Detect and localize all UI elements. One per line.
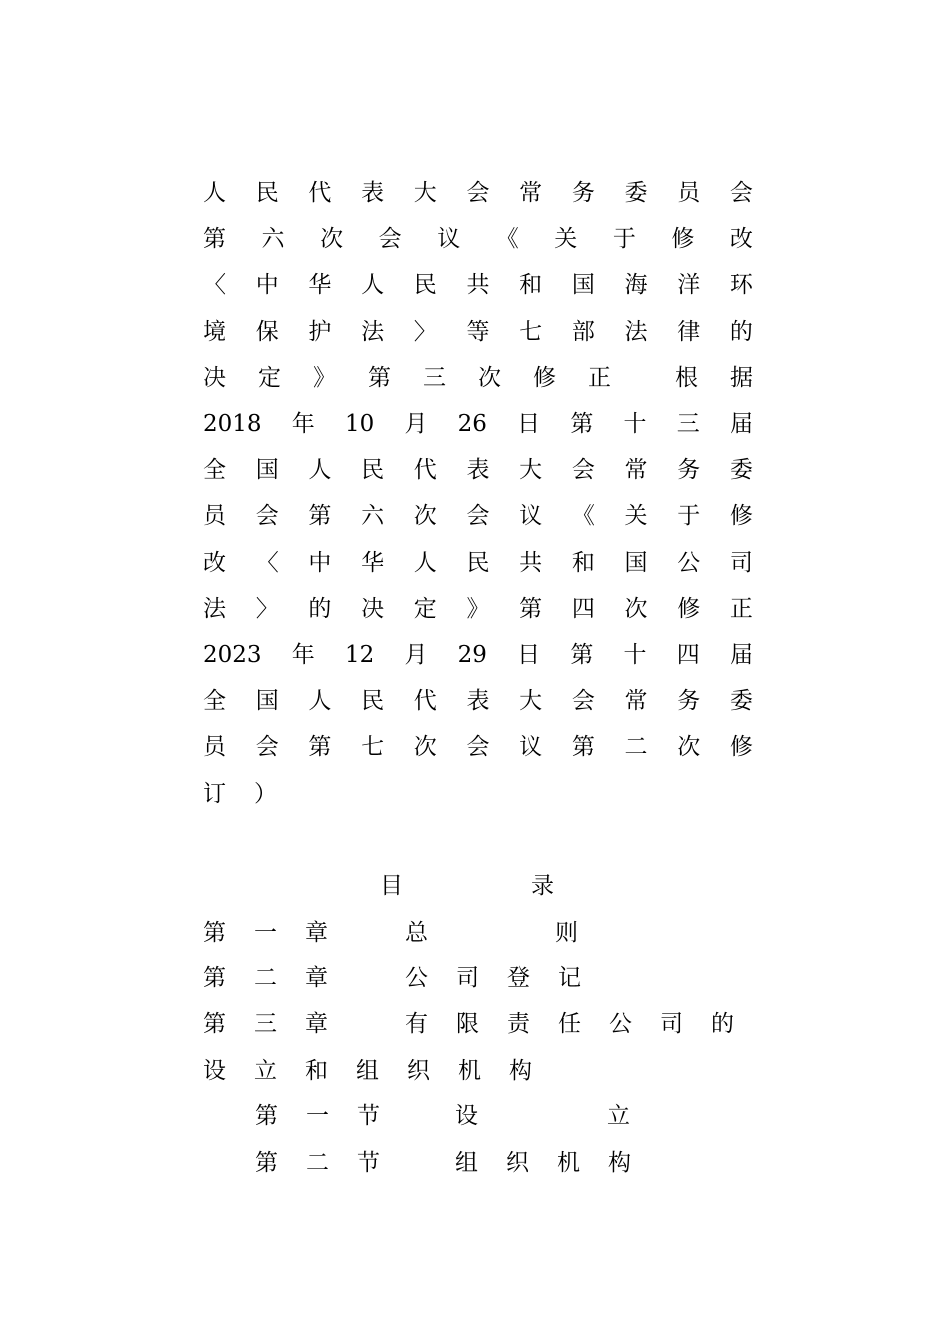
toc-chapter-3-continued[interactable]: 设 立 和 组 织 机 构: [203, 1058, 532, 1084]
body-text-token: 《: [571, 503, 595, 529]
body-text-token: 改: [729, 226, 753, 252]
body-text-token: 》: [313, 365, 336, 391]
body-text-token: 全: [203, 688, 226, 714]
body-line: [203, 501, 753, 531]
body-text-token: 12: [344, 642, 375, 668]
body-text-token: 会: [378, 226, 402, 252]
body-text-token: 决: [361, 596, 385, 622]
body-text-token: 常: [624, 688, 648, 714]
body-text-token: 共: [466, 272, 490, 298]
body-line: [203, 409, 753, 439]
body-text-token: 民: [361, 688, 385, 714]
body-line: [203, 640, 753, 670]
body-text-token: 六: [361, 503, 385, 529]
body-text-token: 29: [457, 642, 487, 668]
body-text-token: 月: [404, 642, 428, 668]
body-text-token: 〈: [255, 550, 279, 576]
body-text-token: 员: [677, 180, 701, 206]
body-text-token: 年: [291, 411, 315, 437]
body-text-token: 日: [517, 642, 541, 668]
body-text-token: 共: [519, 550, 543, 576]
body-text-token: 议: [519, 503, 543, 529]
body-text-token: 等: [466, 319, 490, 345]
body-text-token: 人: [308, 457, 332, 483]
body-line: [203, 548, 753, 578]
body-text-token: 委: [729, 457, 753, 483]
body-text-token: 六: [261, 226, 285, 252]
body-text-token: 四: [676, 642, 700, 668]
body-text-token: 环: [729, 272, 753, 298]
body-text-token: 于: [677, 503, 701, 529]
body-text-token: 会: [255, 734, 279, 760]
body-text-token: 法: [624, 319, 648, 345]
body-text-token: 法: [361, 319, 385, 345]
body-text-token: 全: [203, 457, 226, 483]
body-text-token: 三: [676, 411, 700, 437]
body-text-token: 七: [361, 734, 385, 760]
body-text-token: 国: [571, 272, 595, 298]
body-text-token: 和: [571, 550, 595, 576]
body-text-token: 会: [466, 734, 490, 760]
body-text-token: 表: [466, 457, 490, 483]
body-text-token: 十: [623, 411, 647, 437]
body-text-token: 第: [368, 365, 391, 391]
body-text-token: 大: [519, 457, 543, 483]
body-text-token: 次: [413, 734, 437, 760]
body-text-token: 和: [519, 272, 543, 298]
body-text-token: 次: [677, 734, 701, 760]
body-text-token: 〉: [255, 596, 279, 622]
body-text-token: 第: [308, 734, 332, 760]
body-text-token: 部: [571, 319, 595, 345]
body-text-token: 二: [624, 734, 648, 760]
body-line: [203, 178, 753, 208]
body-line: [203, 270, 753, 300]
body-text-token: 定: [413, 596, 437, 622]
body-text-token: 国: [255, 688, 279, 714]
body-text-token: 2023: [203, 642, 262, 668]
body-text-token: 民: [466, 550, 490, 576]
body-text-token: 》: [466, 596, 490, 622]
body-text-token: 第: [570, 411, 594, 437]
body-text-token: 会: [466, 180, 490, 206]
body-text-token: 人: [361, 272, 385, 298]
toc-section-1[interactable]: 第 一 节 设 立: [255, 1103, 630, 1129]
body-text-token: 的: [308, 596, 332, 622]
body-text-token: 会: [571, 688, 595, 714]
body-line: [203, 732, 753, 762]
body-text-token: 议: [519, 734, 543, 760]
body-text-token: 第: [203, 226, 226, 252]
body-text-token: 正: [588, 365, 611, 391]
body-line: [203, 363, 753, 393]
body-text-token: 关: [624, 503, 648, 529]
body-text-token: 人: [308, 688, 332, 714]
body-text-token: 决: [203, 365, 226, 391]
body-text-token: 修: [729, 734, 753, 760]
body-text-token: 表: [361, 180, 385, 206]
body-text-token: 第: [570, 642, 594, 668]
toc-title: 目 录: [380, 873, 554, 899]
body-text-token: 人: [413, 550, 437, 576]
body-text-token: 代: [413, 688, 437, 714]
body-text-token: 第: [519, 596, 543, 622]
body-text-token: 保: [255, 319, 279, 345]
body-text-token: 中: [255, 272, 279, 298]
body-text-token: 海: [624, 272, 648, 298]
body-text-token: 修: [671, 226, 695, 252]
body-text-token: 届: [729, 642, 753, 668]
body-text-token: 司: [729, 550, 753, 576]
body-text-token: 《: [495, 226, 519, 252]
toc-chapter-2[interactable]: 第 二 章 公 司 登 记: [203, 965, 581, 991]
body-text-token: 国: [255, 457, 279, 483]
body-text-token: 正: [729, 596, 753, 622]
body-line: [203, 224, 753, 254]
body-text-token: 第: [308, 503, 332, 529]
body-text-token: 务: [571, 180, 595, 206]
body-text-token: 关: [554, 226, 578, 252]
body-text-token: 定: [258, 365, 281, 391]
body-text-token: 常: [624, 457, 648, 483]
body-text-token: 委: [624, 180, 648, 206]
body-text-token: 员: [203, 734, 226, 760]
body-text-token: 〉: [413, 319, 437, 345]
body-text-token: 代: [308, 180, 332, 206]
body-last-line: 订 ）: [203, 781, 277, 807]
body-text-token: 届: [729, 411, 753, 437]
body-text-token: 会: [571, 457, 595, 483]
body-text-token: 议: [437, 226, 461, 252]
body-text-token: 次: [413, 503, 437, 529]
body-text-token: 民: [255, 180, 279, 206]
toc-chapter-3[interactable]: 第 三 章 有 限 责 任 公 司 的: [203, 1011, 734, 1037]
body-text-token: 次: [320, 226, 344, 252]
toc-chapter-1[interactable]: 第 一 章 总 则: [203, 920, 578, 946]
body-text-token: 公: [677, 550, 701, 576]
body-text-token: 于: [612, 226, 636, 252]
body-text-token: 年: [291, 642, 315, 668]
body-text-token: 七: [519, 319, 543, 345]
body-text-token: 大: [519, 688, 543, 714]
body-text-token: 务: [677, 457, 701, 483]
body-text-token: 委: [729, 688, 753, 714]
body-text-token: 华: [361, 550, 385, 576]
body-text-token: 务: [677, 688, 701, 714]
body-text-token: 员: [203, 503, 226, 529]
body-line: [203, 455, 753, 485]
body-line: [203, 594, 753, 624]
body-text-token: 第: [571, 734, 595, 760]
body-text-token: 改: [203, 550, 226, 576]
body-text-token: 洋: [677, 272, 701, 298]
body-text-token: 次: [624, 596, 648, 622]
body-text-token: 表: [466, 688, 490, 714]
body-text-token: 境: [203, 319, 226, 345]
body-text-token: 人: [203, 180, 226, 206]
body-text-token: 四: [571, 596, 595, 622]
body-text-token: 会: [729, 180, 753, 206]
body-text-token: 常: [519, 180, 543, 206]
body-text-token: 2018: [203, 411, 262, 437]
body-line: [203, 317, 753, 347]
body-text-token: 〈: [203, 272, 226, 298]
body-text-token: 26: [457, 411, 487, 437]
body-text-token: 修: [729, 503, 753, 529]
body-text-token: 次: [478, 365, 501, 391]
body-text-token: 据: [730, 365, 753, 391]
body-text-token: 修: [677, 596, 701, 622]
body-text-token: 律: [677, 319, 701, 345]
body-line: [203, 686, 753, 716]
body-text-token: 华: [308, 272, 332, 298]
body-text-token: 法: [203, 596, 226, 622]
body-text-token: 民: [413, 272, 437, 298]
body-text-token: 大: [413, 180, 437, 206]
body-text-token: 护: [308, 319, 332, 345]
body-text-token: 民: [361, 457, 385, 483]
body-text-token: 日: [517, 411, 541, 437]
body-text-token: 代: [413, 457, 437, 483]
body-text-token: 中: [308, 550, 332, 576]
body-text-token: 月: [404, 411, 428, 437]
body-text-token: 会: [255, 503, 279, 529]
body-text-token: 国: [624, 550, 648, 576]
body-text-token: 三: [423, 365, 446, 391]
body-text-token: 的: [729, 319, 753, 345]
body-text-token: 修: [533, 365, 556, 391]
body-text-token: 10: [344, 411, 375, 437]
toc-section-2[interactable]: 第 二 节 组 织 机 构: [255, 1150, 631, 1176]
body-text-token: 根: [675, 365, 698, 391]
body-text-token: 十: [623, 642, 647, 668]
body-text-token: 会: [466, 503, 490, 529]
